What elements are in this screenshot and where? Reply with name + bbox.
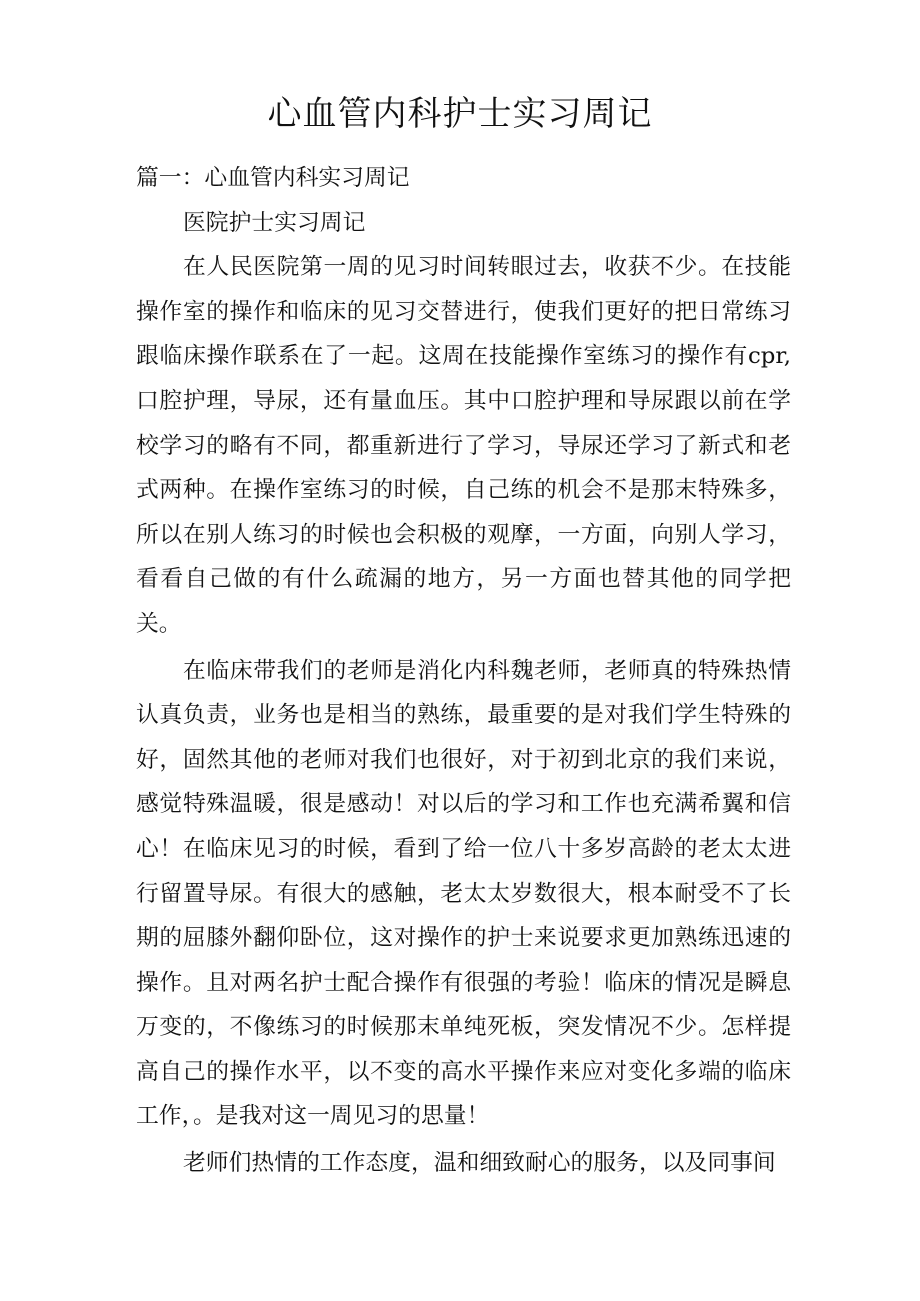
document-body	[136, 156, 791, 1186]
document-title: 心血管内科护士实习周记	[267, 94, 653, 134]
paragraph-3: 老师们热情的工作态度，温和细致耐心的服务，以及同事间	[183, 1150, 776, 1177]
section-heading: 篇一：心血管内科实习周记	[136, 165, 410, 191]
paragraph-1: 在人民医院第一周的见习时间转眼过去，收获不少。在技能操作室的操作和临床的见习交替进行，使我们更好的把日常练习跟临床操作联系在了一起。这周在技能操作室练习的操作有cpr,口腔护理，导尿，还有量血压。其中口腔护理和导尿跟以前在学校学习的略有不同，都重新进行了学习，导尿还学习了新式和老式两种。在操作室练习的时候，自己练的机会不是那末特殊多，所以在别人练习的时候也会积极的观摩，一方面，向别人学习，看看自己做的有什么疏漏的地方，另一方面也替其他的同学把关。	[136, 254, 791, 637]
sub-heading: 医院护士实习周记	[183, 209, 366, 236]
paragraph-2: 在临床带我们的老师是消化内科魏老师，老师真的特殊热情认真负责，业务也是相当的熟练，最重要的是对我们学生特殊的好，固然其他的老师对我们也很好，对于初到北京的我们来说，感觉特殊温暖，很是感动！对以后的学习和工作也充满希翼和信心！在临床见习的时候，看到了给一位八十多岁高龄的老太太进行留置导尿。有很大的感触，老太太岁数很大，根本耐受不了长期的屈膝外翻仰卧位，这对操作的护士来说要求更加熟练迅速的操作。且对两名护士配合操作有很强的考验！临床的情况是瞬息万变的，不像练习的时候那末单纯死板，突发情况不少。怎样提高自己的操作水平，以不变的高水平操作来应对变化多端的临床工作，。是我对这一周见习的思量！	[136, 657, 791, 1130]
